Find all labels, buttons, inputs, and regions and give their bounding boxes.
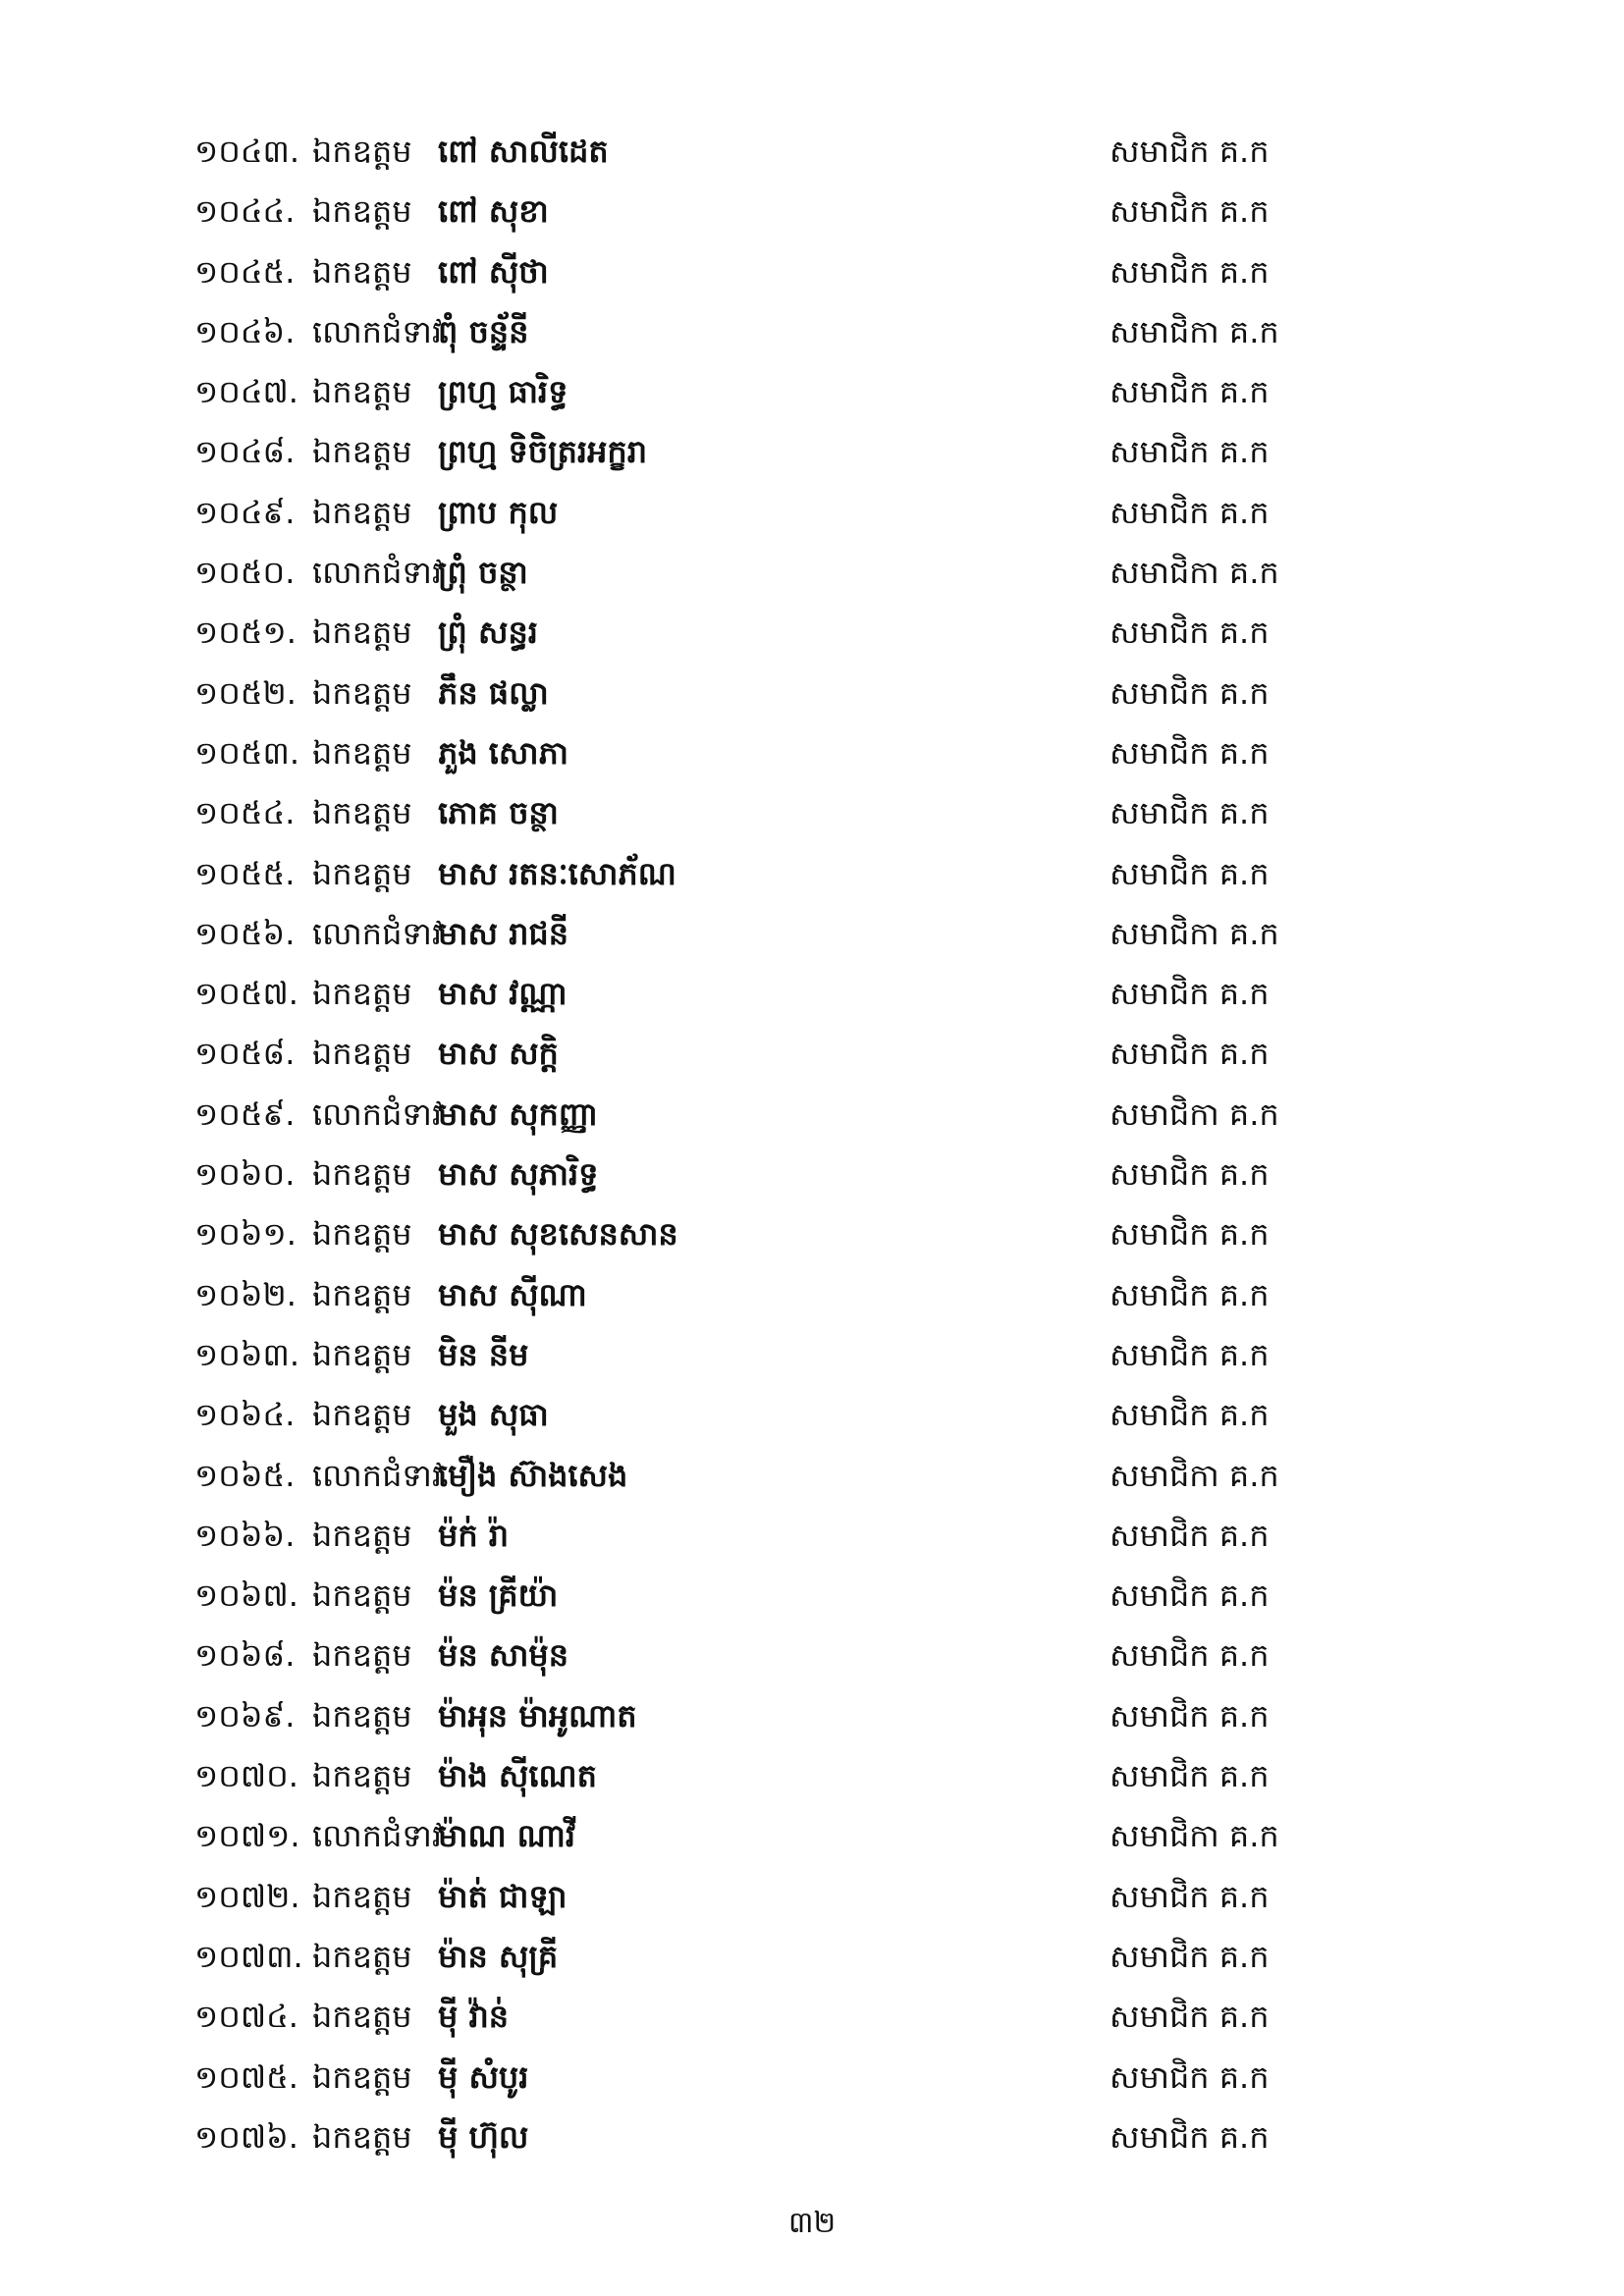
entry-role: សមាជិក គ.ក xyxy=(1110,1636,1270,1675)
entry-number: ១០៧០. xyxy=(194,1757,298,1795)
entry-number: ១០៥១. xyxy=(194,614,297,652)
list-item xyxy=(0,904,1624,964)
entry-name: មាស សក្តិ xyxy=(438,1035,559,1073)
entry-number: ១០៦៥. xyxy=(194,1456,296,1494)
entry-title: លោកជំទាវ xyxy=(312,1095,443,1133)
entry-title: លោកជំទាវ xyxy=(312,914,443,952)
entry-role: សមាជិកា គ.ក xyxy=(1110,1095,1279,1133)
entry-name: មាស រតនៈសោភ័ណ xyxy=(438,854,677,892)
entry-name: មាស សុខសេនសាន xyxy=(438,1215,678,1254)
entry-number: ១០៧២. xyxy=(194,1877,300,1915)
entry-number: ១០៥៣. xyxy=(194,733,300,772)
entry-number: ១០៥៦. xyxy=(194,914,296,952)
entry-role: សមាជិកា គ.ក xyxy=(1110,554,1279,592)
entry-number: ១០៦០. xyxy=(194,1155,296,1194)
list-item xyxy=(0,302,1624,362)
entry-title: លោកជំទាវ xyxy=(312,1456,443,1494)
entry-name: ភឹន ផល្លា xyxy=(438,673,549,712)
entry-title: ឯកឧត្តម xyxy=(312,252,412,291)
entry-number: ១០៥៨. xyxy=(194,1035,296,1073)
entry-title: ឯកឧត្តម xyxy=(312,1516,412,1554)
list-item xyxy=(0,1024,1624,1084)
entry-role: សមាជិក គ.ក xyxy=(1110,192,1270,231)
list-item xyxy=(0,783,1624,843)
entry-role: សមាជិកា គ.ក xyxy=(1110,1817,1279,1855)
entry-name: ម៉ាអុន ម៉ាអូណាត xyxy=(438,1696,637,1735)
entry-number: ១០៧៤. xyxy=(194,1998,298,2036)
list-item xyxy=(0,242,1624,302)
entry-name: ពៅ ស៊ីថា xyxy=(438,252,549,291)
entry-number: ១០៦៧. xyxy=(194,1576,298,1615)
entry-role: សមាជិក គ.ក xyxy=(1110,1877,1270,1915)
entry-title: ឯកឧត្តម xyxy=(312,2117,412,2156)
entry-name: មាស សុភារិទ្ធ xyxy=(438,1155,599,1194)
list-item xyxy=(0,1265,1624,1325)
entry-number: ១០៦៩. xyxy=(194,1696,296,1735)
entry-number: ១០៤៥. xyxy=(194,252,296,291)
entry-number: ១០៦៤. xyxy=(194,1396,296,1434)
entry-role: សមាជិក គ.ក xyxy=(1110,1035,1270,1073)
entry-role: សមាជិក គ.ក xyxy=(1110,673,1270,712)
entry-number: ១០៥២. xyxy=(194,673,297,712)
entry-role: សមាជិក គ.ក xyxy=(1110,433,1270,471)
entry-title: ឯកឧត្តម xyxy=(312,1998,412,2036)
entry-number: ១០៤៤. xyxy=(194,192,296,231)
entry-title: ឯកឧត្តម xyxy=(312,1877,412,1915)
entry-name: ម៉ី ហ៊ុល xyxy=(438,2117,529,2156)
entry-role: សមាជិក គ.ក xyxy=(1110,1576,1270,1615)
list-item xyxy=(0,964,1624,1024)
list-item xyxy=(0,422,1624,482)
entry-title: ឯកឧត្តម xyxy=(312,1215,412,1254)
list-item xyxy=(0,603,1624,663)
entry-title: ឯកឧត្តម xyxy=(312,192,412,231)
entry-title: ឯកឧត្តម xyxy=(312,2057,412,2096)
entry-role: សមាជិកា គ.ក xyxy=(1110,914,1279,952)
entry-number: ១០៦១. xyxy=(194,1215,297,1254)
entry-name: ម៉ក់ រ៉ា xyxy=(438,1516,510,1554)
entry-title: ឯកឧត្តម xyxy=(312,1757,412,1795)
entry-role: សមាជិក គ.ក xyxy=(1110,2057,1270,2096)
entry-name: មាស រាជនី xyxy=(438,914,569,952)
entry-name: មាស ស៊ីណា xyxy=(438,1275,587,1313)
entry-title: ឯកឧត្តម xyxy=(312,673,412,712)
list-item xyxy=(0,1686,1624,1746)
list-item xyxy=(0,1867,1624,1927)
entry-title: ឯកឧត្តម xyxy=(312,1636,412,1675)
entry-role: សមាជិក គ.ក xyxy=(1110,1155,1270,1194)
entry-number: ១០៥៧. xyxy=(194,975,298,1013)
entry-name: មួង សុធា xyxy=(438,1396,549,1434)
entry-name: ពុំ ចន្ទ័នី xyxy=(438,312,529,350)
list-item xyxy=(0,1325,1624,1385)
entry-name: ម៉ាត់ ជាឡា xyxy=(438,1877,568,1915)
entry-title: ឯកឧត្តម xyxy=(312,1937,412,1975)
entry-role: សមាជិក គ.ក xyxy=(1110,373,1270,411)
entry-number: ១០៧៥. xyxy=(194,2057,298,2096)
list-item xyxy=(0,723,1624,783)
entry-role: សមាជិក គ.ក xyxy=(1110,1396,1270,1434)
entry-name: មឿង ស៊ាងសេង xyxy=(438,1456,628,1494)
entry-role: សមាជិក គ.ក xyxy=(1110,794,1270,832)
page-number: ៣២ xyxy=(787,2206,837,2240)
entry-role: សមាជិក គ.ក xyxy=(1110,252,1270,291)
entry-number: ១០៥៩. xyxy=(194,1095,296,1133)
entry-title: ឯកឧត្តម xyxy=(312,1155,412,1194)
entry-role: សមាជិក គ.ក xyxy=(1110,854,1270,892)
entry-name: ម៉ាង ស៊ីណេត xyxy=(438,1757,597,1795)
entry-role: សមាជិក គ.ក xyxy=(1110,1696,1270,1735)
entry-title: លោកជំទាវ xyxy=(312,312,443,350)
list-item xyxy=(0,1626,1624,1685)
entry-name: ពៅ សុខា xyxy=(438,192,549,231)
list-item xyxy=(0,1806,1624,1866)
entry-number: ១០៥០. xyxy=(194,554,296,592)
entry-name: ម៉ន សាម៉ុន xyxy=(438,1636,569,1675)
entry-title: ឯកឧត្តម xyxy=(312,1396,412,1434)
entry-name: មិន នីម xyxy=(438,1335,529,1373)
entry-role: សមាជិក គ.ក xyxy=(1110,1275,1270,1313)
entry-name: ម៉ន គ្រីយ៉ា xyxy=(438,1576,559,1615)
entry-name: ព្រាប កុល xyxy=(438,493,559,531)
entry-number: ១០៤៧. xyxy=(194,373,298,411)
entry-role: សមាជិក គ.ក xyxy=(1110,614,1270,652)
entry-title: ឯកឧត្តម xyxy=(312,493,412,531)
list-item xyxy=(0,1987,1624,2047)
entry-role: សមាជិក គ.ក xyxy=(1110,1998,1270,2036)
entry-role: សមាជិក គ.ក xyxy=(1110,1215,1270,1254)
entry-role: សមាជិក គ.ក xyxy=(1110,975,1270,1013)
entry-number: ១០៧៦. xyxy=(194,2117,298,2156)
list-item xyxy=(0,1446,1624,1506)
entry-role: សមាជិកា គ.ក xyxy=(1110,1456,1279,1494)
list-item xyxy=(0,122,1624,182)
entry-title: ឯកឧត្តម xyxy=(312,794,412,832)
entry-number: ១០៤៨. xyxy=(194,433,296,471)
entry-title: ឯកឧត្តម xyxy=(312,854,412,892)
entry-role: សមាជិកា គ.ក xyxy=(1110,312,1279,350)
entry-name: មាស វណ្ណា xyxy=(438,975,568,1013)
list-item xyxy=(0,1927,1624,1987)
entry-name: ព្រុំ ចន្ថា xyxy=(438,554,528,592)
entry-role: សមាជិក គ.ក xyxy=(1110,2117,1270,2156)
entry-title: ឯកឧត្តម xyxy=(312,373,412,411)
list-item xyxy=(0,1145,1624,1204)
entry-number: ១០៦៣. xyxy=(194,1335,300,1373)
entry-title: ឯកឧត្តម xyxy=(312,1576,412,1615)
list-item xyxy=(0,1085,1624,1145)
entry-title: ឯកឧត្តម xyxy=(312,1275,412,1313)
entry-name: ព្រុំ សន្ធរ xyxy=(438,614,538,652)
entry-role: សមាជិក គ.ក xyxy=(1110,1757,1270,1795)
entry-number: ១០៦២. xyxy=(194,1275,297,1313)
entry-title: ឯកឧត្តម xyxy=(312,1035,412,1073)
list-item xyxy=(0,362,1624,422)
entry-title: ឯកឧត្តម xyxy=(312,1696,412,1735)
entry-role: សមាជិក គ.ក xyxy=(1110,1335,1270,1373)
member-list xyxy=(0,122,1624,2167)
list-item xyxy=(0,182,1624,241)
entry-title: ឯកឧត្តម xyxy=(312,1335,412,1373)
entry-name: ព្រហ្ម ទិចិត្ររអក្ខរា xyxy=(438,433,648,471)
entry-title: ឯកឧត្តម xyxy=(312,433,412,471)
list-item xyxy=(0,664,1624,723)
entry-number: ១០៥៤. xyxy=(194,794,296,832)
entry-name: ម៉ី វ៉ាន់ xyxy=(438,1998,510,2036)
entry-role: សមាជិក គ.ក xyxy=(1110,733,1270,772)
entry-number: ១០៤៣. xyxy=(194,133,300,170)
entry-name: ម៉ី សំបូរ xyxy=(438,2057,529,2096)
list-item xyxy=(0,1204,1624,1264)
list-item xyxy=(0,543,1624,603)
entry-number: ១០៤៩. xyxy=(194,493,296,531)
list-item xyxy=(0,1385,1624,1445)
list-item xyxy=(0,1746,1624,1806)
entry-name: ព្រហ្ម ធារិទ្ធ xyxy=(438,373,568,411)
entry-title: ឯកឧត្តម xyxy=(312,614,412,652)
entry-role: សមាជិក គ.ក xyxy=(1110,1516,1270,1554)
entry-role: សមាជិក គ.ក xyxy=(1110,1937,1270,1975)
list-item xyxy=(0,1506,1624,1566)
entry-name: ម៉ាន សុគ្រី xyxy=(438,1937,559,1975)
entry-title: លោកជំទាវ xyxy=(312,554,443,592)
list-item xyxy=(0,2108,1624,2167)
entry-number: ១០៦៨. xyxy=(194,1636,296,1675)
entry-role: សមាជិក គ.ក xyxy=(1110,133,1270,170)
list-item xyxy=(0,844,1624,904)
entry-name: ពៅ សាលីដេត xyxy=(438,133,609,170)
entry-title: ឯកឧត្តម xyxy=(312,733,412,772)
entry-number: ១០៧១. xyxy=(194,1817,300,1855)
entry-number: ១០៤៦. xyxy=(194,312,296,350)
entry-name: ភោគ ចន្ថា xyxy=(438,794,559,832)
entry-number: ១០៧៣. xyxy=(194,1937,303,1975)
entry-number: ១០៥៥. xyxy=(194,854,296,892)
entry-number: ១០៦៦. xyxy=(194,1516,296,1554)
entry-title: លោកជំទាវ xyxy=(312,1817,443,1855)
entry-title: ឯកឧត្តម xyxy=(312,133,412,170)
entry-title: ឯកឧត្តម xyxy=(312,975,412,1013)
list-item xyxy=(0,2048,1624,2108)
list-item xyxy=(0,483,1624,543)
entry-name: ម៉ាណ ណាវី xyxy=(438,1817,576,1855)
entry-name: ភួង សោភា xyxy=(438,733,569,772)
entry-role: សមាជិក គ.ក xyxy=(1110,493,1270,531)
entry-name: មាស សុកញ្ញា xyxy=(438,1095,598,1133)
list-item xyxy=(0,1566,1624,1626)
